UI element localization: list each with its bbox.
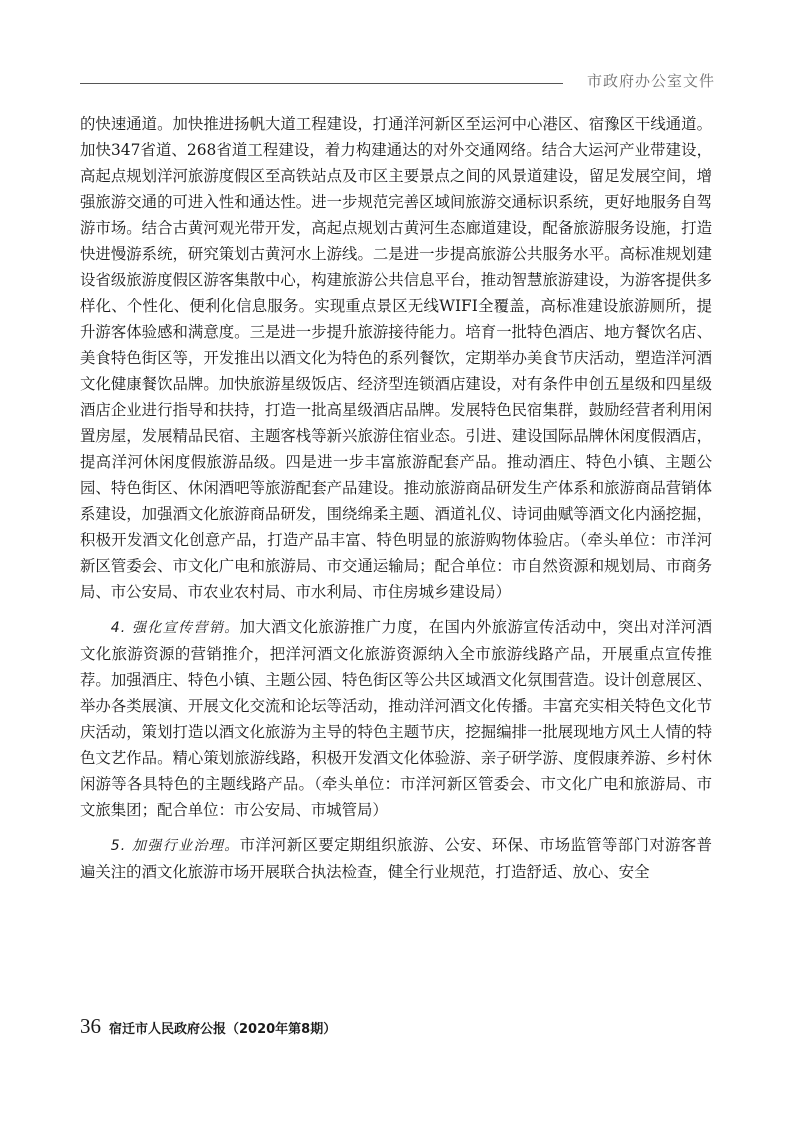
article-body [80,111,712,885]
item-4-heading: 4. 强化宣传营销。 [110,620,240,636]
item-5-heading: 5. 加强行业治理。 [110,838,240,854]
paragraph-continued: 的快速通道。加快推进扬帆大道工程建设，打通洋河新区至运河中心港区、宿豫区干线通道。加快347省道、268省道工程建设，着力构建通达的对外交通网络。结合大运河产业带建设，高起点规划洋河旅游度假区至高铁站点及市区主要景点之间的风景道建设，留足发展空间，增强旅游交通的可进入性和通达性。进一步规范完善区域间旅游交通标识系统，更好地服务自驾游市场。结合古黄河观光带开发，高起点规划古黄河生态廊道建设，配备旅游服务设施，打造快进慢游系统，研究策划古黄河水上游线。二是进一步提高旅游公共服务水平。高标准规划建设省级旅游度假区游客集散中心，构建旅游公共信息平台，推动智慧旅游建设，为游客提供多样化、个性化、便利化信息服务。实现重点景区无线WIFI全覆盖，高标准建设旅游厕所，提升游客体验感和满意度。三是进一步提升旅游接待能力。培育一批特色酒店、地方餐饮名店、美食特色街区等，开发推出以酒文化为特色的系列餐饮，定期举办美食节庆活动，塑造洋河酒文化健康餐饮品牌。加快旅游星级饭店、经济型连锁酒店建设，对有条件申创五星级和四星级酒店企业进行指导和扶持，打造一批高星级酒店品牌。发展特色民宿集群，鼓励经营者利用闲置房屋，发展精品民宿、主题客栈等新兴旅游住宿业态。引进、建设国际品牌休闲度假酒店，提高洋河休闲度假旅游品级。四是进一步丰富旅游配套产品。推动酒庄、特色小镇、主题公园、特色街区、休闲酒吧等旅游配套产品建设。推动旅游商品研发生产体系和旅游商品营销体系建设，加强酒文化旅游商品研发，围绕绵柔主题、酒道礼仪、诗词曲赋等酒文化内涵挖掘，积极开发酒文化创意产品，打造产品丰富、特色明显的旅游购物体验店。（牵头单位：市洋河新区管委会、市文化广电和旅游局、市交通运输局；配合单位：市自然资源和规划局、市商务局、市公安局、市农业农村局、市水利局、市住房城乡建设局） [80,115,712,601]
item-4-text: 加大酒文化旅游推广力度，在国内外旅游宣传活动中，突出对洋河酒文化旅游资源的营销推介，把洋河酒文化旅游资源纳入全市旅游线路产品，开展重点宣传推荐。加强酒庄、特色小镇、主题公园、特色街区等公共区域酒文化氛围营造。设计创意展区、举办各类展演、开展文化交流和论坛等活动，推动洋河酒文化传播。丰富充实相关特色文化节庆活动，策划打造以酒文化旅游为主导的特色主题节庆，挖掘编排一批展现地方风土人情的特色文艺作品。精心策划旅游线路，积极开发酒文化体验游、亲子研学游、度假康养游、乡村休闲游等各具特色的主题线路产品。（牵头单位：市洋河新区管委会、市文化广电和旅游局、市文旅集团；配合单位：市公安局、市城管局） [80,618,712,819]
page-footer [80,1014,336,1044]
journal-name: 宿迁市人民政府公报（2020年第8期） [109,1022,337,1037]
paragraph-item-5 [80,832,712,885]
item-5-text: 市洋河新区要定期组织旅游、公安、环保、市场监管等部门对游客普遍关注的酒文化旅游市场开展联合执法检查，健全行业规范，打造舒适、放心、安全 [80,836,712,881]
header-rule [80,83,563,84]
paragraph-item-4 [80,614,712,823]
page-number: 36 [80,1014,101,1038]
page-header [0,70,793,100]
section-title: 市政府办公室文件 [586,72,715,90]
